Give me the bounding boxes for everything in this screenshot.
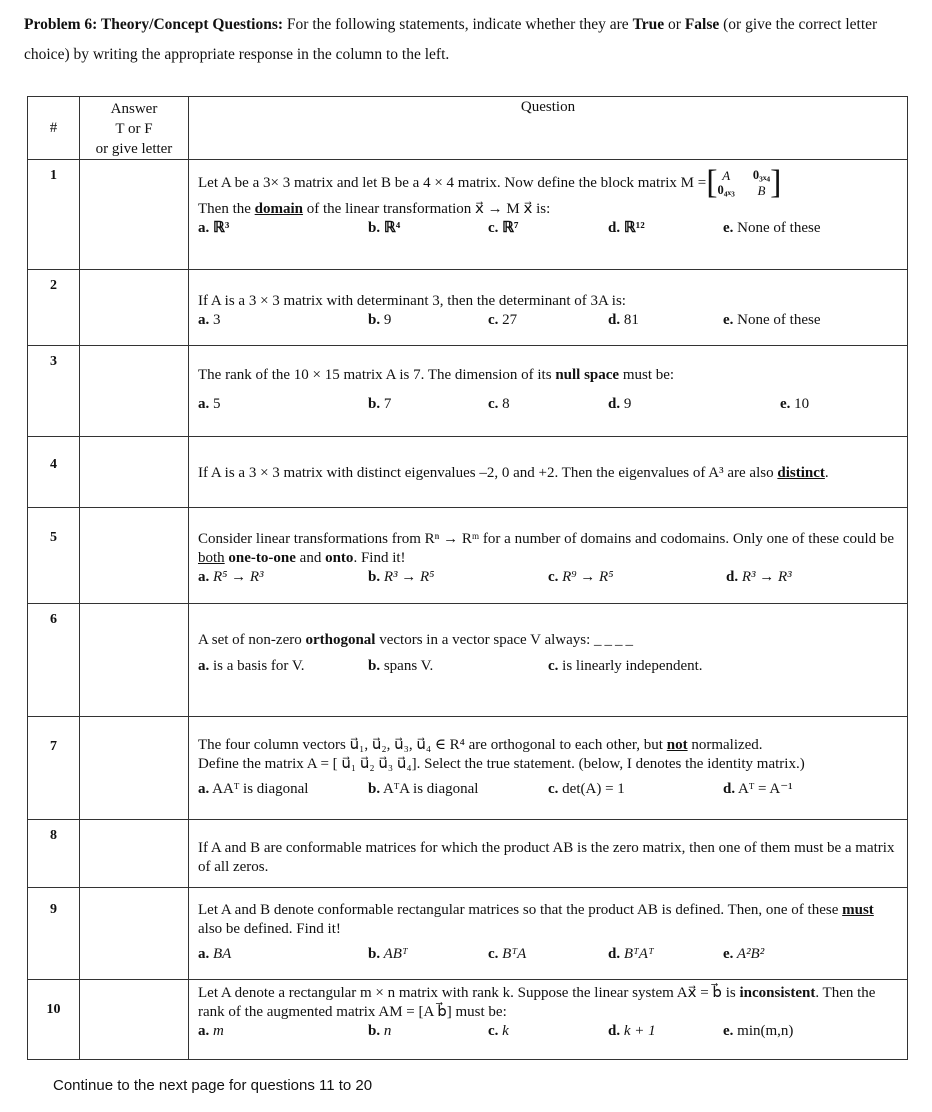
or-word: or	[664, 16, 685, 33]
option-c: c. R⁹ → R⁵	[548, 569, 614, 585]
answer-cell-5[interactable]	[80, 508, 189, 604]
question-cell-7	[189, 717, 908, 820]
question-number: 7	[28, 717, 80, 820]
option-a: a. ℝ³	[198, 220, 230, 236]
option-e: e. A²B²	[723, 946, 765, 962]
question-row-2	[28, 270, 908, 346]
instructions-part-a: For the following statements, indicate whether they are	[283, 16, 633, 33]
column-header-number: #	[28, 97, 80, 160]
option-b: b. 7	[368, 396, 392, 412]
q5-statement: Consider linear transformations from Rⁿ → Rᵐ for a number of domains and codomains. Only one of these could be both one-to-one and onto. Find it!	[198, 531, 895, 566]
option-b: b. ABᵀ	[368, 946, 408, 962]
question-cell-5	[189, 508, 908, 604]
q6-statement: A set of non-zero orthogonal vectors in a vector space V always: ____	[198, 632, 637, 648]
option-c: c. BᵀA	[488, 946, 527, 962]
question-number: 4	[28, 437, 80, 508]
column-header-answer: Answer T or F or give letter	[80, 97, 189, 160]
option-d: d. Aᵀ = A⁻¹	[723, 781, 793, 797]
question-cell-9	[189, 888, 908, 980]
q8-statement: If A and B are conformable matrices for which the product AB is the zero matrix, then one of them must be a matrix of all zeros.	[198, 840, 895, 875]
q6-options	[198, 657, 901, 676]
answer-cell-6[interactable]	[80, 604, 189, 717]
option-c: c. det(A) = 1	[548, 781, 625, 797]
question-row-10	[28, 980, 908, 1060]
option-b: b. R³ → R⁵	[368, 569, 435, 585]
q7-options	[198, 780, 901, 799]
q1-options	[198, 219, 901, 238]
question-row-9	[28, 888, 908, 980]
problem-instructions	[24, 10, 904, 70]
option-e: e. 10	[780, 396, 810, 412]
option-b: b. AᵀA is diagonal	[368, 781, 479, 797]
option-b: b. ℝ⁴	[368, 220, 401, 236]
q5-options	[198, 568, 901, 587]
table-header-row	[28, 97, 908, 160]
option-b: b. n	[368, 1023, 392, 1039]
question-number: 9	[28, 888, 80, 980]
q3-statement: The rank of the 10 × 15 matrix A is 7. The dimension of its null space must be:	[198, 367, 675, 383]
option-b: b. spans V.	[368, 658, 434, 674]
answer-cell-4[interactable]	[80, 437, 189, 508]
option-c: c. 27	[488, 312, 518, 328]
option-d: d. 81	[608, 312, 639, 328]
q3-options	[198, 395, 901, 414]
question-row-6	[28, 604, 908, 717]
column-header-question: Question	[189, 97, 908, 160]
answer-cell-3[interactable]	[80, 346, 189, 437]
option-d: d. BᵀAᵀ	[608, 946, 654, 962]
question-cell-4	[189, 437, 908, 508]
option-c: c. ℝ⁷	[488, 220, 519, 236]
option-d: d. ℝ¹²	[608, 220, 645, 236]
question-row-5	[28, 508, 908, 604]
option-a: a. m	[198, 1023, 224, 1039]
question-cell-2	[189, 270, 908, 346]
option-e: e. min(m,n)	[723, 1023, 794, 1039]
question-cell-1	[189, 160, 908, 270]
q10-statement: Let A denote a rectangular m × n matrix with rank k. Suppose the linear system Ax⃗ = b⃗ is inconsistent. Then the rank of the augmented matrix AM = [A b⃗] must be:	[198, 985, 876, 1020]
questions-table	[27, 96, 908, 1060]
option-d: d. 9	[608, 396, 632, 412]
option-a: a. is a basis for V.	[198, 658, 305, 674]
question-row-8	[28, 820, 908, 888]
false-word: False	[684, 16, 720, 33]
question-cell-8	[189, 820, 908, 888]
option-c: c. 8	[488, 396, 510, 412]
problem-label: Problem 6: Theory/Concept Questions:	[24, 16, 284, 33]
option-a: a. R⁵ → R³	[198, 569, 264, 585]
option-a: a. 5	[198, 396, 221, 412]
q7-matrix-definition: Define the matrix A = [ u⃗₁ u⃗₂ u⃗₃ u⃗₄]. Select the true statement. (below, I denotes the identity matrix.)	[198, 756, 805, 772]
option-c: c. k	[488, 1023, 509, 1039]
q9-options	[198, 945, 901, 964]
q7-statement: The four column vectors u⃗₁, u⃗₂, u⃗₃, u⃗₄ ∈ R⁴ are orthogonal to each other, but not normalized.	[198, 737, 763, 753]
q1-domain-line: Then the domain of the linear transformation x⃗ → M x⃗ is:	[198, 201, 551, 217]
answer-cell-2[interactable]	[80, 270, 189, 346]
option-a: a. BA	[198, 946, 232, 962]
option-e: e. None of these	[723, 220, 821, 236]
q10-options	[198, 1022, 901, 1041]
question-row-7	[28, 717, 908, 820]
option-e: e. None of these	[723, 312, 821, 328]
continue-note: Continue to the next page for questions 11 to 20	[53, 1077, 373, 1094]
block-matrix: [ A 0₃ₓ₄ 0₄ₓ₃ B ]	[706, 164, 782, 201]
question-row-3	[28, 346, 908, 437]
question-cell-6	[189, 604, 908, 717]
question-row-1	[28, 160, 908, 270]
q2-options	[198, 311, 901, 330]
question-number: 5	[28, 508, 80, 604]
question-number: 8	[28, 820, 80, 888]
question-number: 10	[28, 980, 80, 1060]
option-d: d. R³ → R³	[726, 569, 792, 585]
question-number: 2	[28, 270, 80, 346]
option-a: a. 3	[198, 312, 221, 328]
question-number: 6	[28, 604, 80, 717]
true-word: True	[632, 16, 665, 33]
answer-cell-1[interactable]	[80, 160, 189, 270]
option-b: b. 9	[368, 312, 392, 328]
option-c: c. is linearly independent.	[548, 658, 703, 674]
answer-cell-9[interactable]	[80, 888, 189, 980]
answer-cell-7[interactable]	[80, 717, 189, 820]
q1-statement: Let A be a 3× 3 matrix and let B be a 4 × 4 matrix. Now define the block matrix M =	[198, 174, 707, 191]
option-a: a. AAᵀ is diagonal	[198, 781, 309, 797]
option-d: d. k + 1	[608, 1023, 656, 1039]
question-cell-3	[189, 346, 908, 437]
question-number: 3	[28, 346, 80, 437]
instructions-part-b: (or give the correct letter choice) by writing the appropriate response in the column to the left.	[24, 16, 878, 63]
q9-statement: Let A and B denote conformable rectangular matrices so that the product AB is defined. Then, one of these must also be defined. Find it!	[198, 902, 874, 937]
answer-cell-10[interactable]	[80, 980, 189, 1060]
question-row-4	[28, 437, 908, 508]
question-cell-10	[189, 980, 908, 1060]
question-number: 1	[28, 160, 80, 270]
answer-tf-label: T or F	[115, 121, 153, 137]
answer-cell-8[interactable]	[80, 820, 189, 888]
q2-statement: If A is a 3 × 3 matrix with determinant 3, then the determinant of 3A is:	[198, 293, 626, 309]
q4-statement: If A is a 3 × 3 matrix with distinct eigenvalues –2, 0 and +2. Then the eigenvalues of A³ are also distinct.	[198, 465, 829, 481]
